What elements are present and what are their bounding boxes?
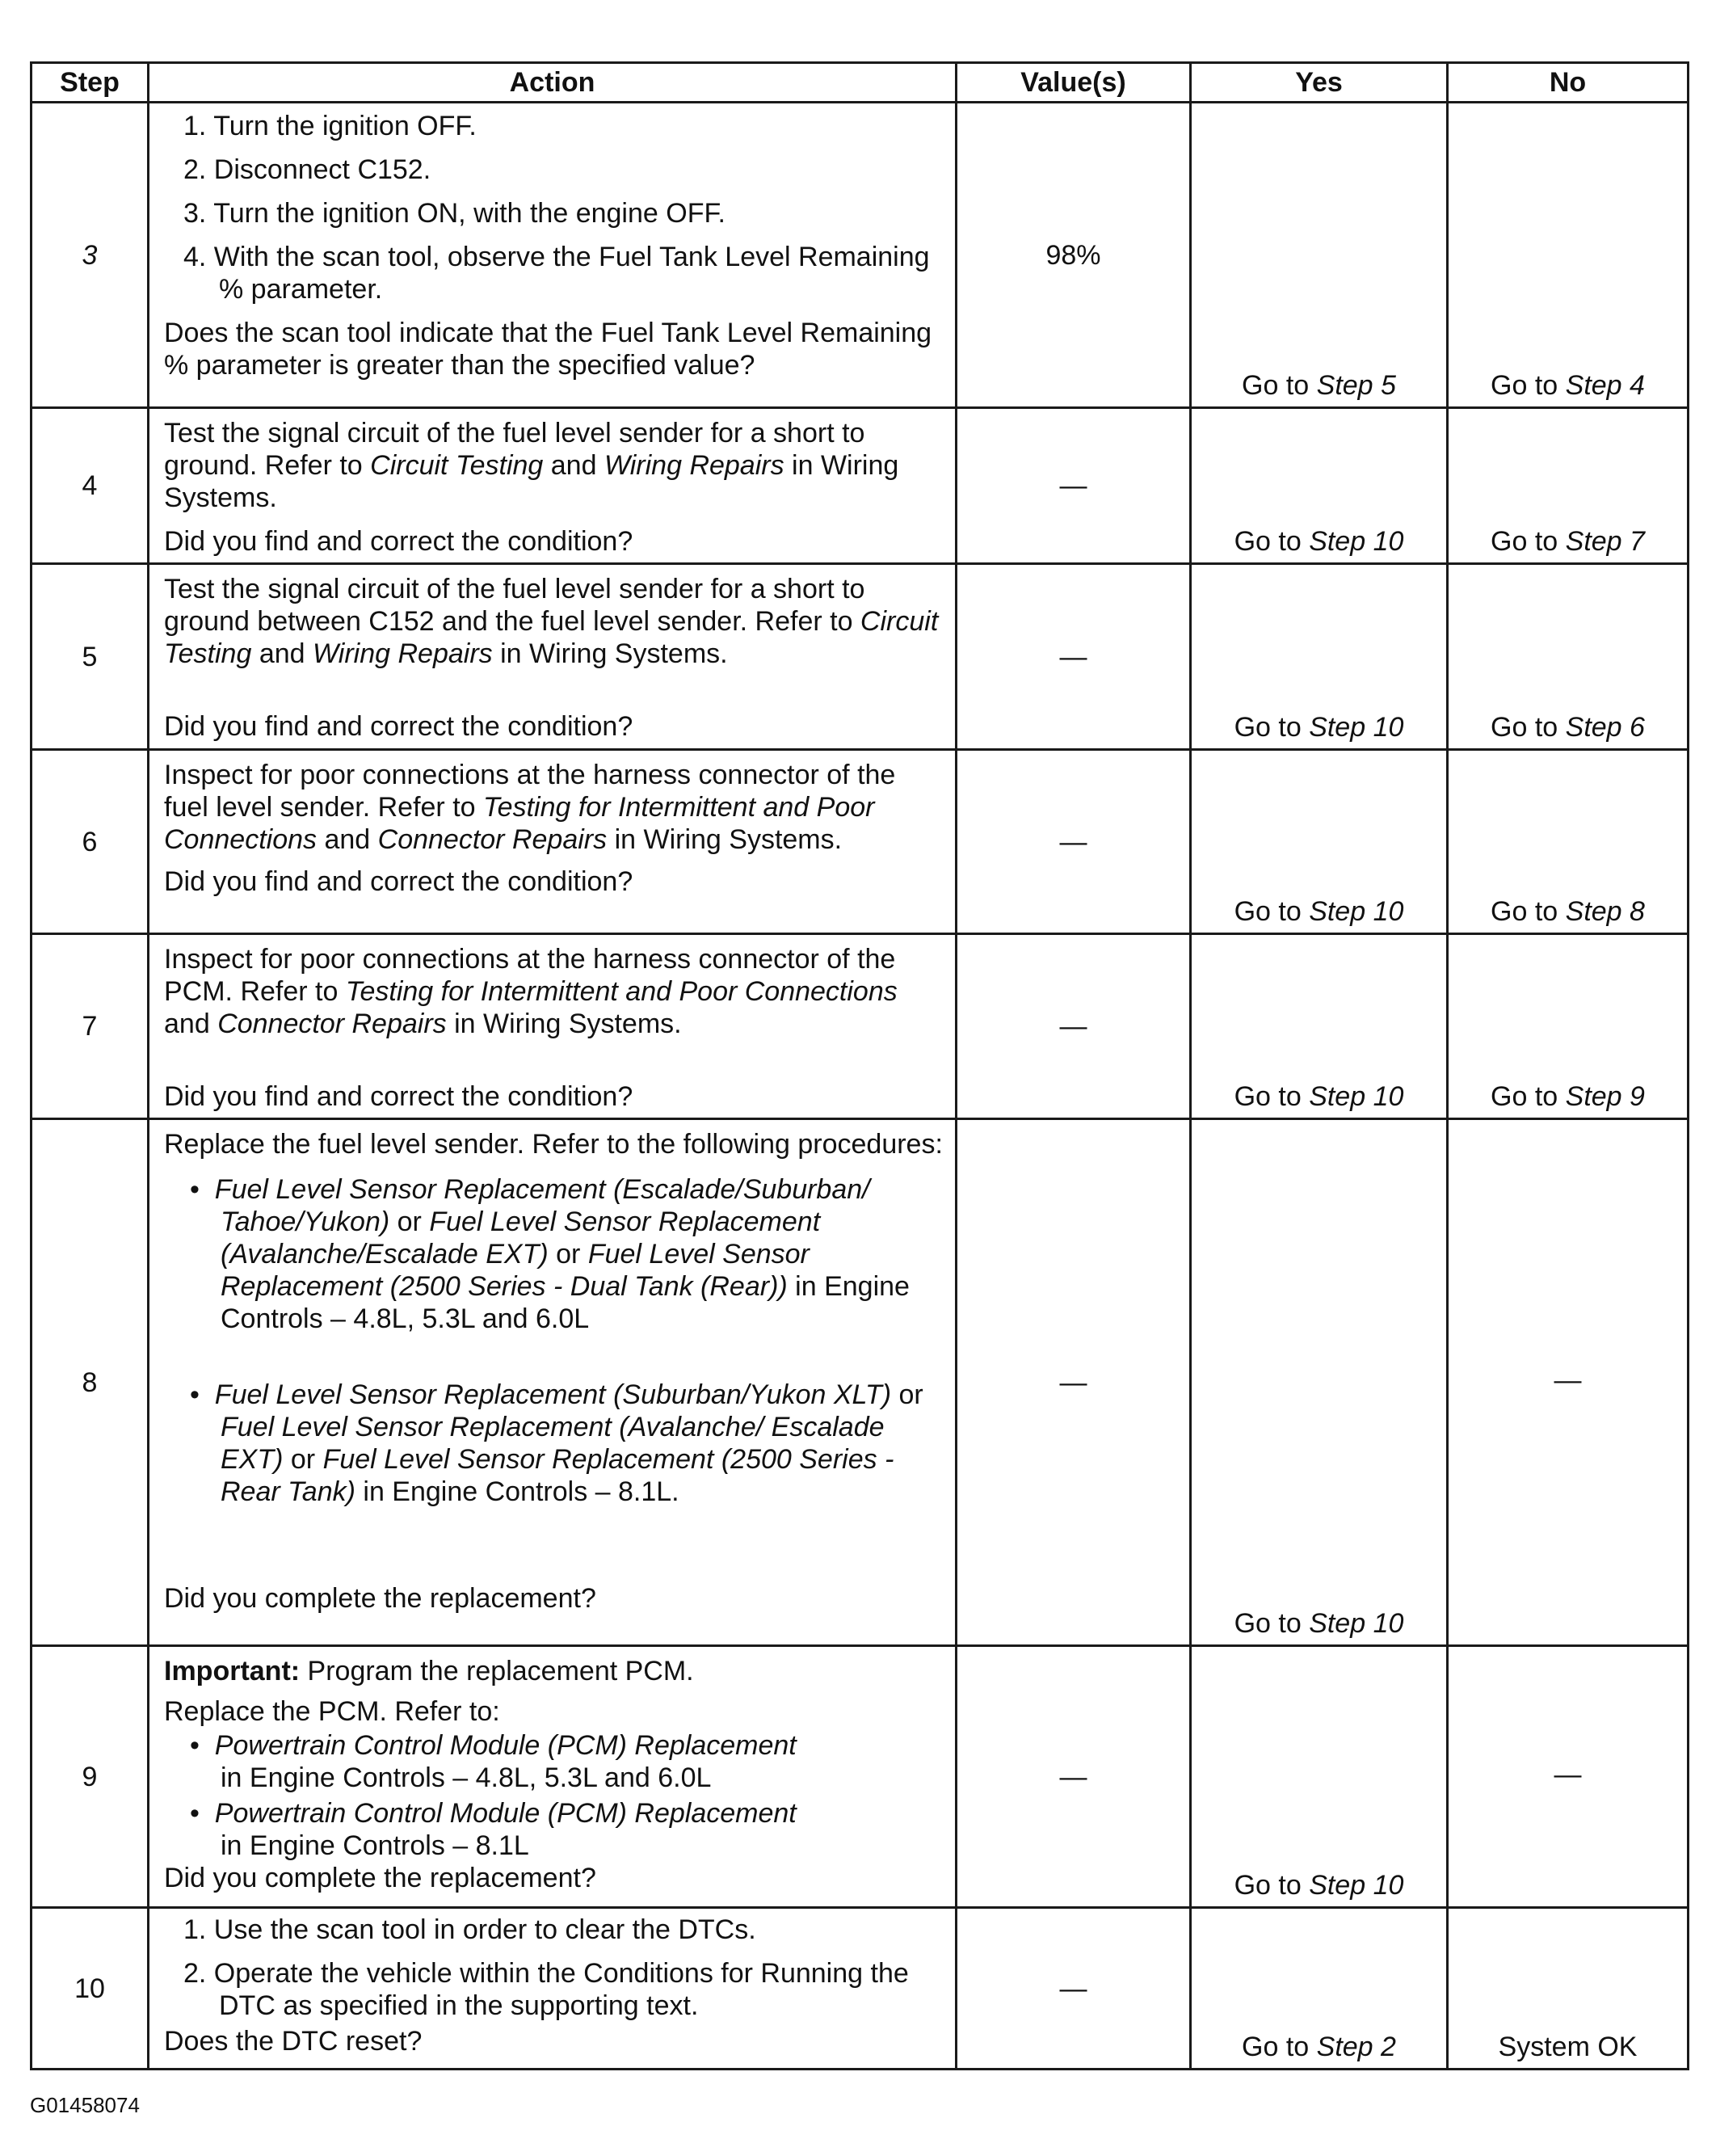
yes-step-link[interactable]: Step 10 — [1309, 1081, 1404, 1112]
reference-link[interactable]: Fuel Level Sensor Replacement (Escalade/Suburban/ Tahoe/Yukon) — [214, 1174, 870, 1237]
no-step-link[interactable]: Step 4 — [1565, 370, 1645, 401]
important-label: Important: — [164, 1656, 301, 1686]
table-row — [32, 750, 1689, 934]
reference-link[interactable]: Fuel Level Sensor Replacement (Avalanche/Escalade EXT) — [221, 1206, 821, 1270]
no-prefix: Go to — [1491, 712, 1566, 743]
yes-cell — [1191, 1908, 1448, 2070]
text-run: or — [891, 1379, 923, 1410]
yes-prefix: Go to — [1234, 1608, 1310, 1639]
figure-code: G01458074 — [30, 2093, 140, 2117]
text-run: in Wiring Systems. — [607, 824, 843, 855]
question-text: Did you complete the replacement? — [164, 1583, 596, 1614]
action-item: 1. Use the scan tool in order to clear the DTCs. — [183, 1914, 756, 1945]
question-text: Did you find and correct the condition? — [164, 866, 633, 897]
header-row — [32, 63, 1689, 103]
table-row — [32, 408, 1689, 564]
reference-link[interactable]: Fuel Level Sensor Replacement (2500 Series - Dual Tank (Rear)) — [221, 1239, 810, 1302]
text-run: Program the replacement PCM. — [300, 1656, 694, 1686]
step-number: 7 — [32, 934, 149, 1119]
question-text: Does the scan tool indicate that the Fuel Tank Level Remaining % parameter is greater than the specified value? — [164, 318, 932, 381]
action-text — [164, 759, 944, 856]
no-prefix: Go to — [1491, 896, 1566, 927]
question-text: Did you find and correct the condition? — [164, 711, 633, 742]
no-cell — [1448, 750, 1689, 934]
no-step-link[interactable]: Step 8 — [1565, 896, 1645, 927]
reference-link[interactable]: Powertrain Control Module (PCM) Replacement — [214, 1730, 797, 1761]
step-number: 8 — [32, 1119, 149, 1646]
reference-link[interactable]: Connector Repairs — [377, 824, 608, 855]
step-number: 3 — [32, 103, 149, 408]
yes-cell — [1191, 1646, 1448, 1908]
bullet-item: • Powertrain Control Module (PCM) Replacement in Engine Controls – 8.1L — [190, 1798, 797, 1861]
text-run: Inspect for poor connections at the harness connector of the fuel level sender. Refer to — [164, 760, 896, 823]
header-values: Value(s) — [957, 63, 1191, 103]
text-run: or — [389, 1206, 430, 1237]
step-number: 9 — [32, 1646, 149, 1908]
text-run: in Engine Controls – 8.1L. — [355, 1476, 679, 1507]
no-cell: — — [1448, 1119, 1689, 1646]
table-row — [32, 103, 1689, 408]
text-run: Test the signal circuit of the fuel level sender for a short to ground. Refer to — [164, 418, 865, 481]
question-text: Does the DTC reset? — [164, 2026, 423, 2057]
action-cell — [149, 934, 957, 1119]
step-number: 6 — [32, 750, 149, 934]
step-number: 5 — [32, 564, 149, 750]
yes-prefix: Go to — [1234, 712, 1310, 743]
reference-link[interactable]: Powertrain Control Module (PCM) Replacement — [214, 1798, 797, 1829]
action-text — [164, 573, 944, 670]
no-step-link[interactable]: Step 7 — [1565, 526, 1645, 557]
important-note — [164, 1655, 944, 1687]
value-cell: — — [957, 750, 1191, 934]
table-row — [32, 934, 1689, 1119]
yes-prefix: Go to — [1234, 526, 1310, 557]
yes-step-link[interactable]: Step 10 — [1309, 1870, 1404, 1901]
action-cell — [149, 408, 957, 564]
yes-cell — [1191, 408, 1448, 564]
reference-link[interactable]: Wiring Repairs — [313, 638, 493, 669]
action-cell — [149, 750, 957, 934]
text-run: and — [164, 1009, 218, 1039]
yes-prefix: Go to — [1234, 1081, 1310, 1112]
text-run: in Engine Controls – 4.8L, 5.3L and 6.0L — [221, 1271, 910, 1334]
no-prefix: Go to — [1491, 1081, 1566, 1112]
action-text — [164, 417, 944, 514]
table-row — [32, 1646, 1689, 1908]
yes-cell — [1191, 750, 1448, 934]
action-item: 2. Disconnect C152. — [183, 154, 431, 185]
no-cell — [1448, 103, 1689, 408]
yes-cell — [1191, 103, 1448, 408]
question-text: Did you find and correct the condition? — [164, 526, 633, 557]
yes-cell — [1191, 564, 1448, 750]
value-cell: 98% — [957, 103, 1191, 408]
action-intro: Replace the fuel level sender. Refer to the following procedures: — [164, 1129, 943, 1160]
text-run: Test the signal circuit of the fuel level sender for a short to ground between C152 and the fuel level sender. Refer to — [164, 574, 865, 637]
reference-link[interactable]: Wiring Repairs — [604, 450, 784, 481]
header-yes: Yes — [1191, 63, 1448, 103]
no-step-link[interactable]: Step 9 — [1565, 1081, 1645, 1112]
yes-prefix: Go to — [1242, 2032, 1317, 2062]
text-run: or — [283, 1444, 323, 1475]
text-run: in Engine Controls – 4.8L, 5.3L and 6.0L — [221, 1762, 712, 1793]
yes-step-link[interactable]: Step 10 — [1309, 712, 1404, 743]
value-cell: — — [957, 408, 1191, 564]
reference-link[interactable]: Circuit Testing — [164, 606, 939, 669]
reference-link[interactable]: Fuel Level Sensor Replacement (2500 Series - Rear Tank) — [221, 1444, 894, 1507]
value-cell: — — [957, 1908, 1191, 2070]
reference-link[interactable]: Connector Repairs — [217, 1009, 447, 1039]
no-prefix: Go to — [1491, 526, 1566, 557]
no-cell: — — [1448, 1646, 1689, 1908]
reference-link[interactable]: Testing for Intermittent and Poor Connections — [345, 976, 898, 1007]
header-action: Action — [149, 63, 957, 103]
yes-prefix: Go to — [1234, 1870, 1310, 1901]
table-row — [32, 1908, 1689, 2070]
yes-step-link[interactable]: Step 5 — [1316, 370, 1396, 401]
no-cell — [1448, 564, 1689, 750]
question-text: Did you find and correct the condition? — [164, 1081, 633, 1112]
reference-link[interactable]: Testing for Intermittent and Poor Connections — [164, 792, 875, 855]
bullet-item: • Fuel Level Sensor Replacement (Suburban/Yukon XLT) or Fuel Level Sensor Replacement (Avalanche/ Escalade EXT) or Fuel Level Sensor Replacement (2500 Series - Rear Tank) in Engine Controls – 8.1L. — [190, 1379, 923, 1507]
action-cell — [149, 1908, 957, 2070]
value-cell: — — [957, 564, 1191, 750]
yes-prefix: Go to — [1242, 370, 1317, 401]
reference-link[interactable]: Fuel Level Sensor Replacement (Avalanche/ Escalade EXT) — [221, 1412, 885, 1475]
value-cell: — — [957, 1646, 1191, 1908]
text-run: in Wiring Systems. — [164, 450, 899, 513]
no-prefix: Go to — [1491, 370, 1566, 401]
no-step-link[interactable]: Step 6 — [1565, 712, 1645, 743]
text-run: and — [251, 638, 313, 669]
action-item: 1. Turn the ignition OFF. — [183, 111, 477, 141]
diagnostic-table — [30, 61, 1689, 2070]
text-run: Inspect for poor connections at the harness connector of the PCM. Refer to — [164, 944, 896, 1007]
text-run: in Engine Controls – 8.1L — [221, 1830, 529, 1861]
table-row — [32, 564, 1689, 750]
action-item: 3. Turn the ignition ON, with the engine OFF. — [183, 198, 726, 229]
action-cell — [149, 103, 957, 408]
text-run: and — [543, 450, 604, 481]
text-run: and — [317, 824, 378, 855]
yes-step-link[interactable]: Step 2 — [1316, 2032, 1396, 2062]
question-text: Did you complete the replacement? — [164, 1863, 596, 1893]
text-run: in Wiring Systems. — [492, 638, 728, 669]
action-item: 4. With the scan tool, observe the Fuel Tank Level Remaining % parameter. — [183, 242, 930, 305]
reference-link[interactable]: Fuel Level Sensor Replacement (Suburban/Yukon XLT) — [214, 1379, 892, 1410]
table-row — [32, 1119, 1689, 1646]
yes-cell — [1191, 1119, 1448, 1646]
header-step: Step — [32, 63, 149, 103]
action-item: 2. Operate the vehicle within the Conditions for Running the DTC as specified in the supporting text. — [183, 1958, 909, 2021]
step-number: 4 — [32, 408, 149, 564]
action-cell — [149, 1646, 957, 1908]
text-run: or — [548, 1239, 588, 1270]
yes-step-link[interactable]: Step 10 — [1309, 896, 1404, 927]
action-cell — [149, 564, 957, 750]
yes-step-link[interactable]: Step 10 — [1309, 1608, 1404, 1639]
yes-cell — [1191, 934, 1448, 1119]
yes-prefix: Go to — [1234, 896, 1310, 927]
step-number: 10 — [32, 1908, 149, 2070]
no-cell — [1448, 934, 1689, 1119]
no-cell — [1448, 408, 1689, 564]
action-text — [164, 943, 944, 1040]
reference-link[interactable]: Circuit Testing — [370, 450, 544, 481]
header-no: No — [1448, 63, 1689, 103]
value-cell: — — [957, 934, 1191, 1119]
text-run: in Wiring Systems. — [446, 1009, 682, 1039]
action-cell — [149, 1119, 957, 1646]
action-intro: Replace the PCM. Refer to: — [164, 1696, 500, 1727]
yes-step-link[interactable]: Step 10 — [1309, 526, 1404, 557]
value-cell: — — [957, 1119, 1191, 1646]
no-cell: System OK — [1448, 1908, 1689, 2070]
bullet-item: • Powertrain Control Module (PCM) Replacement in Engine Controls – 4.8L, 5.3L and 6.0L — [190, 1730, 797, 1793]
bullet-item: • Fuel Level Sensor Replacement (Escalade/Suburban/ Tahoe/Yukon) or Fuel Level Sensor Replacement (Avalanche/Escalade EXT) or Fuel Level Sensor Replacement (2500 Series - Dual Tank (Rear)) in Engine Controls – 4.8L, 5.3L and 6.0L — [190, 1174, 910, 1334]
